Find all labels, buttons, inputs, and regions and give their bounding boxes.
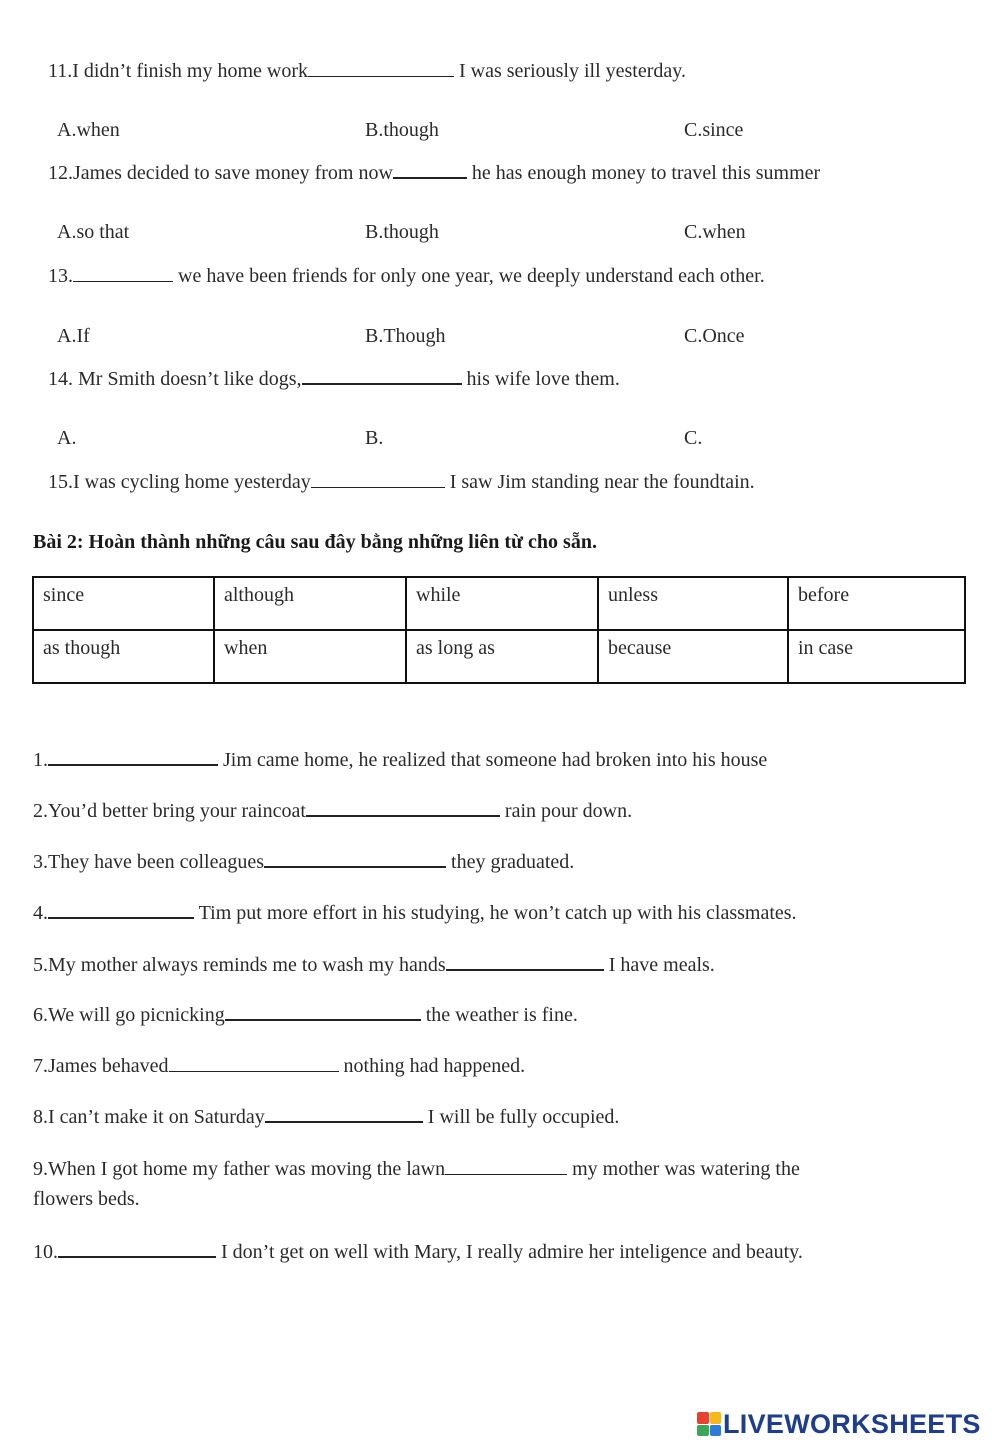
logo-square: [697, 1412, 709, 1424]
answer-blank[interactable]: [265, 1103, 423, 1123]
question-text-before: They have been colleagues: [48, 851, 265, 873]
question-number: 11.: [48, 60, 73, 82]
exercise-9-continuation: flowers beds.: [33, 1188, 140, 1210]
exercise-4: [33, 899, 797, 925]
question-text-after: I will be fully occupied.: [422, 1106, 620, 1128]
answer-blank[interactable]: [393, 159, 467, 179]
liveworksheets-brand[interactable]: [697, 1410, 981, 1438]
exercise-10: [33, 1238, 803, 1264]
question-number: 6.: [33, 1004, 48, 1026]
question-number: 3.: [33, 851, 48, 873]
question-text-after: I don’t get on well with Mary, I really admire her inteligence and beauty.: [216, 1241, 803, 1263]
question-number: 1.: [33, 749, 48, 771]
question-text-after: I saw Jim standing near the foundtain.: [444, 471, 755, 493]
word-cell: since: [33, 577, 214, 630]
answer-blank[interactable]: [306, 797, 500, 817]
question-text-after: Jim came home, he realized that someone had broken into his house: [218, 749, 768, 771]
answer-blank[interactable]: [308, 58, 454, 77]
question-text-after: he has enough money to travel this summer: [466, 162, 821, 184]
option-a[interactable]: A.so that: [57, 221, 130, 243]
question-text-after: Tim put more effort in his studying, he won’t catch up with his classmates.: [194, 902, 797, 924]
option-a[interactable]: A.If: [57, 325, 90, 347]
question-11: [48, 58, 686, 83]
option-a[interactable]: A.: [57, 427, 77, 449]
option-c[interactable]: C.since: [684, 119, 744, 141]
question-text-after: rain pour down.: [499, 800, 633, 822]
exercise-5: [33, 951, 715, 977]
question-text-after: I have meals.: [603, 954, 715, 976]
question-number: 9.: [33, 1158, 48, 1180]
question-13: [48, 263, 765, 288]
answer-blank[interactable]: [445, 1156, 567, 1175]
question-number: 13.: [48, 265, 73, 287]
logo-square: [710, 1425, 722, 1437]
option-b[interactable]: B.Though: [365, 325, 446, 347]
question-12: [48, 159, 820, 185]
question-number: 12.: [48, 162, 73, 184]
question-text-before: When I got home my father was moving the lawn: [48, 1158, 446, 1180]
question-text-before: I can’t make it on Saturday: [48, 1106, 265, 1128]
word-cell: because: [598, 630, 788, 683]
section-heading: Bài 2: Hoàn thành những câu sau đây bằng những liên từ cho sẵn.: [33, 531, 597, 553]
option-b[interactable]: B.: [365, 427, 384, 449]
answer-blank[interactable]: [48, 746, 218, 766]
answer-blank[interactable]: [225, 1001, 421, 1021]
exercise-9: [33, 1156, 800, 1181]
answer-blank[interactable]: [48, 899, 194, 919]
answer-blank[interactable]: [264, 848, 446, 868]
word-cell: before: [788, 577, 965, 630]
table-row: [33, 577, 965, 630]
question-number: 15.: [48, 471, 73, 493]
option-a[interactable]: A.when: [57, 119, 120, 141]
answer-blank[interactable]: [58, 1238, 216, 1258]
question-text-after: his wife love them.: [461, 368, 620, 390]
question-number: 2.: [33, 800, 48, 822]
question-text-before: James decided to save money from now: [73, 162, 393, 184]
word-cell: in case: [788, 630, 965, 683]
question-number: 14.: [48, 368, 73, 390]
exercise-1: [33, 746, 767, 772]
question-text-before: I was cycling home yesterday: [73, 471, 311, 493]
question-number: 8.: [33, 1106, 48, 1128]
exercise-8: [33, 1103, 619, 1129]
word-cell: as though: [33, 630, 214, 683]
word-cell: while: [406, 577, 598, 630]
answer-blank[interactable]: [311, 469, 445, 488]
word-bank-table: [32, 576, 966, 684]
logo-square: [710, 1412, 722, 1424]
exercise-6: [33, 1001, 578, 1027]
question-text-before: You’d better bring your raincoat: [48, 800, 306, 822]
answer-blank[interactable]: [446, 951, 604, 971]
option-b[interactable]: B.though: [365, 221, 439, 243]
option-c[interactable]: C.: [684, 427, 703, 449]
question-number: 10.: [33, 1241, 58, 1263]
word-cell: although: [214, 577, 406, 630]
liveworksheets-logo-icon: [697, 1412, 721, 1436]
logo-square: [697, 1425, 709, 1437]
exercise-2: [33, 797, 632, 823]
question-14: [48, 365, 620, 391]
question-15: [48, 469, 755, 494]
option-c[interactable]: C.Once: [684, 325, 745, 347]
question-text-after: the weather is fine.: [420, 1004, 578, 1026]
question-text-before: Mr Smith doesn’t like dogs,: [73, 368, 302, 390]
word-cell: unless: [598, 577, 788, 630]
question-text-before: My mother always reminds me to wash my hands: [48, 954, 446, 976]
question-text-before: James behaved: [48, 1055, 169, 1077]
question-text-after: my mother was watering the: [567, 1158, 800, 1180]
question-number: 7.: [33, 1055, 48, 1077]
exercise-3: [33, 848, 574, 874]
answer-blank[interactable]: [169, 1053, 339, 1072]
table-row: [33, 630, 965, 683]
question-number: 4.: [33, 902, 48, 924]
option-b[interactable]: B.though: [365, 119, 439, 141]
question-text-after: nothing had happened.: [338, 1055, 526, 1077]
question-text-before: I didn’t finish my home work: [72, 60, 308, 82]
brand-name: LIVEWORKSHEETS: [723, 1408, 981, 1439]
answer-blank[interactable]: [302, 365, 462, 385]
answer-blank[interactable]: [73, 263, 173, 282]
question-text-after: they graduated.: [446, 851, 575, 873]
word-cell: when: [214, 630, 406, 683]
word-cell: as long as: [406, 630, 598, 683]
option-c[interactable]: C.when: [684, 221, 746, 243]
exercise-7: [33, 1053, 525, 1078]
question-text-after: we have been friends for only one year, we deeply understand each other.: [173, 265, 765, 287]
question-text-after: I was seriously ill yesterday.: [454, 60, 686, 82]
question-number: 5.: [33, 954, 48, 976]
question-text-before: We will go picnicking: [48, 1004, 225, 1026]
